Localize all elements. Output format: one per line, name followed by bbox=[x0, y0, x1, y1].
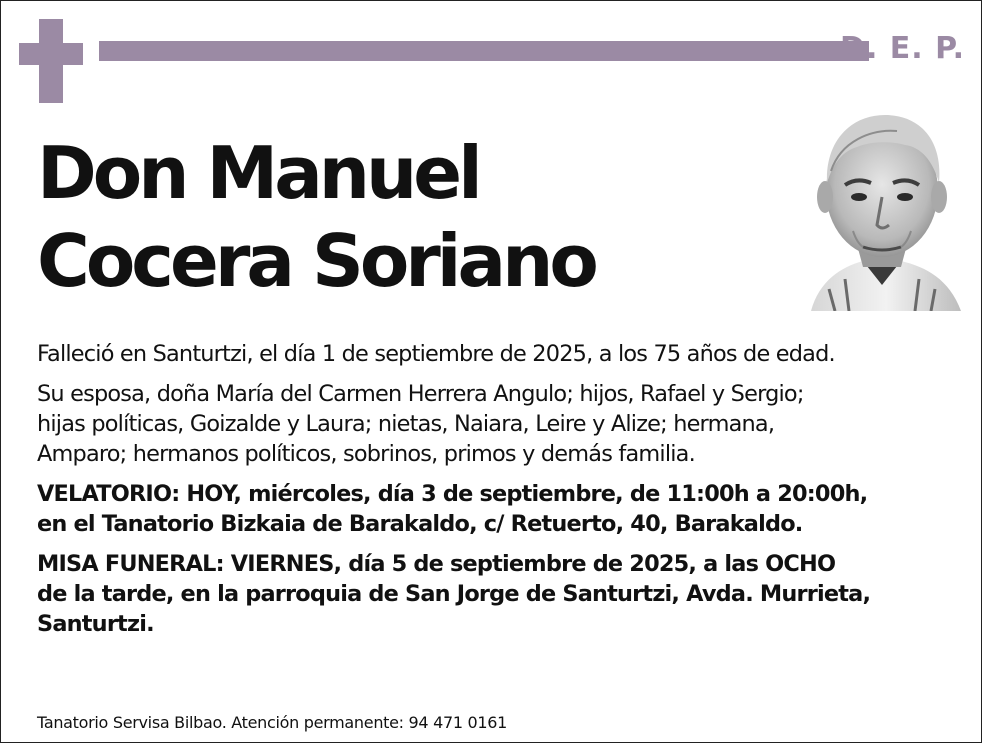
family-line: Amparo; hermanos políticos, sobrinos, primos y demás familia. bbox=[37, 441, 695, 467]
funeral-mass-paragraph bbox=[37, 549, 962, 639]
mass-line: Santurtzi. bbox=[37, 611, 154, 637]
family-line: Su esposa, doña María del Carmen Herrera Angulo; hijos, Rafael y Sergio; bbox=[37, 381, 804, 407]
dep-label: D. E. P. bbox=[840, 31, 965, 66]
deceased-name-line1: Don Manuel bbox=[37, 131, 479, 215]
mass-line: MISA FUNERAL: VIERNES, día 5 de septiembre de 2025, a las OCHO bbox=[37, 551, 836, 577]
portrait-photo bbox=[801, 101, 963, 311]
deceased-name bbox=[37, 129, 595, 305]
funeral-home-contact: Tanatorio Servisa Bilbao. Atención permanente: 94 471 0161 bbox=[37, 713, 508, 732]
mass-line: de la tarde, en la parroquia de San Jorge de Santurtzi, Avda. Murrieta, bbox=[37, 581, 871, 607]
wake-paragraph bbox=[37, 479, 962, 539]
obituary-body bbox=[37, 339, 962, 649]
family-paragraph bbox=[37, 379, 962, 469]
death-notice: Falleció en Santurtzi, el día 1 de septiembre de 2025, a los 75 años de edad. bbox=[37, 341, 835, 367]
header-bar bbox=[99, 41, 869, 61]
family-line: hijas políticas, Goizalde y Laura; nietas, Naiara, Leire y Alize; hermana, bbox=[37, 411, 775, 437]
wake-line: VELATORIO: HOY, miércoles, día 3 de septiembre, de 11:00h a 20:00h, bbox=[37, 481, 868, 507]
deceased-name-line2: Cocera Soriano bbox=[37, 219, 595, 303]
latin-cross-icon bbox=[19, 19, 83, 103]
wake-line: en el Tanatorio Bizkaia de Barakaldo, c/ Retuerto, 40, Barakaldo. bbox=[37, 511, 803, 537]
